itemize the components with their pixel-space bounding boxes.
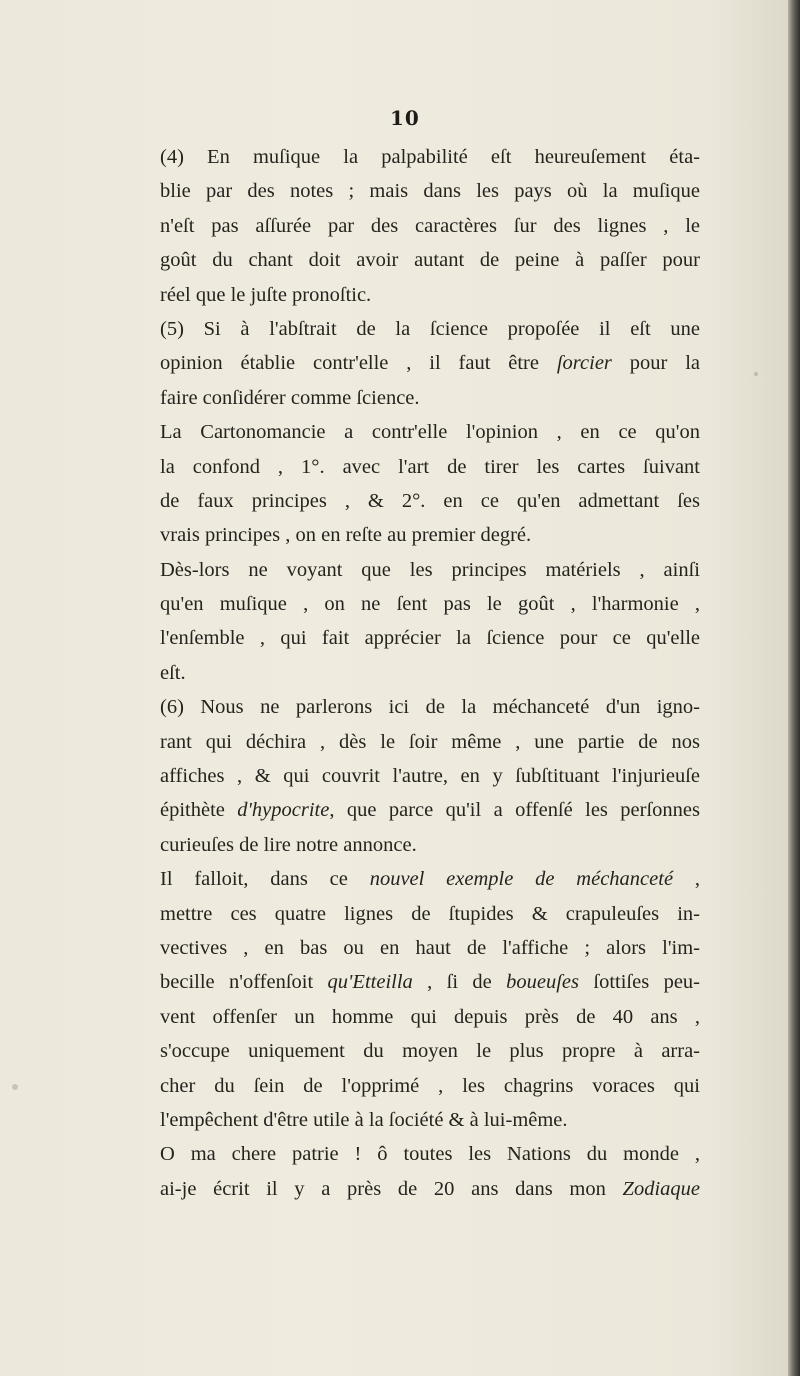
text-line: faire conſidérer comme ſcience. [160,386,420,409]
book-binding-edge [788,0,800,1376]
text-line: La Cartonomancie a contr'elle l'opinion , en ce qu'on [160,421,700,444]
italic-word: qu'Etteilla [327,971,413,994]
text-line [160,862,700,896]
text-line: Dès-lors ne voyant que les principes matériels , ainſi [160,558,700,581]
text-line: qu'en muſique , on ne ſent pas le goût , l'harmonie , [160,593,700,616]
page-number: 10 [390,106,420,130]
text-segment: ai-je écrit il y a près de 20 ans dans mon [160,1177,606,1200]
text-line: mettre ces quatre lignes de ſtupides & crapuleuſes in- [160,902,700,925]
text-line: réel que le juſte pronoſtic. [160,283,372,306]
paper-spot [754,372,758,376]
text-line: affiches , & qui couvrit l'autre, en y ſubſtituant l'injurieuſe [160,765,700,788]
text-line: vrais principes , on en reſte au premier degré. [160,524,532,547]
text-line: blie par des notes ; mais dans les pays où la muſique [160,180,700,203]
paper-spot [12,1084,18,1090]
text-line: (5) Si à l'abſtrait de la ſcience propoſée il eſt une [160,317,700,340]
text-line: l'enſemble , qui fait apprécier la ſcience pour ce qu'elle [160,627,700,650]
text-line: n'eſt pas aſſurée par des caractères ſur des lignes , le [160,214,700,237]
text-segment: , ſi de [412,971,507,994]
italic-word: d'hypocrite [237,799,330,822]
text-line: O ma chere patrie ! ô toutes les Nations du monde , [160,1143,700,1166]
text-segment: épithète [160,799,225,822]
text-line: rant qui déchira , dès le ſoir même , une partie de nos [160,730,700,753]
italic-word: nouvel exemple de méchanceté [369,868,674,891]
text-line: eſt. [160,661,186,684]
text-segment: Il falloit, dans ce [160,868,348,891]
text-segment: pour la [611,352,701,375]
body-text [160,140,700,1206]
text-segment: ſottiſes peu- [579,971,700,994]
text-line: goût du chant doit avoir autant de peine à paſſer pour [160,249,700,272]
text-line: cher du ſein de l'opprimé , les chagrins voraces qui [160,1074,700,1097]
text-line: curieuſes de lire notre annonce. [160,833,417,856]
text-line [160,1172,700,1206]
italic-word: ſorcier [556,352,612,375]
text-line: l'empêchent d'être utile à la ſociété & à lui-même. [160,1108,568,1131]
text-segment: becille n'offenſoit [160,971,314,994]
text-segment: opinion établie contr'elle , il faut être [160,352,539,375]
italic-word: boueuſes [506,971,580,994]
text-line: la confond , 1°. avec l'art de tirer les cartes ſuivant [160,455,700,478]
italic-word: Zodiaque [622,1177,700,1200]
text-line: s'occupe uniquement du moyen le plus propre à arra- [160,1040,700,1063]
text-segment: , [673,868,700,891]
text-segment: , que parce qu'il a offenſé les perſonnes [329,799,700,822]
text-line: (4) En muſique la palpabilité eſt heureuſement éta- [160,146,700,168]
text-line: de faux principes , & 2°. en ce qu'en admettant ſes [160,489,700,512]
text-line [160,346,700,380]
text-line [160,965,700,999]
text-line: vent offenſer un homme qui depuis près de 40 ans , [160,1005,700,1028]
text-line [160,793,700,827]
text-line: vectives , en bas ou en haut de l'affiche ; alors l'im- [160,936,700,959]
text-line: (6) Nous ne parlerons ici de la méchanceté d'un igno- [160,696,700,719]
